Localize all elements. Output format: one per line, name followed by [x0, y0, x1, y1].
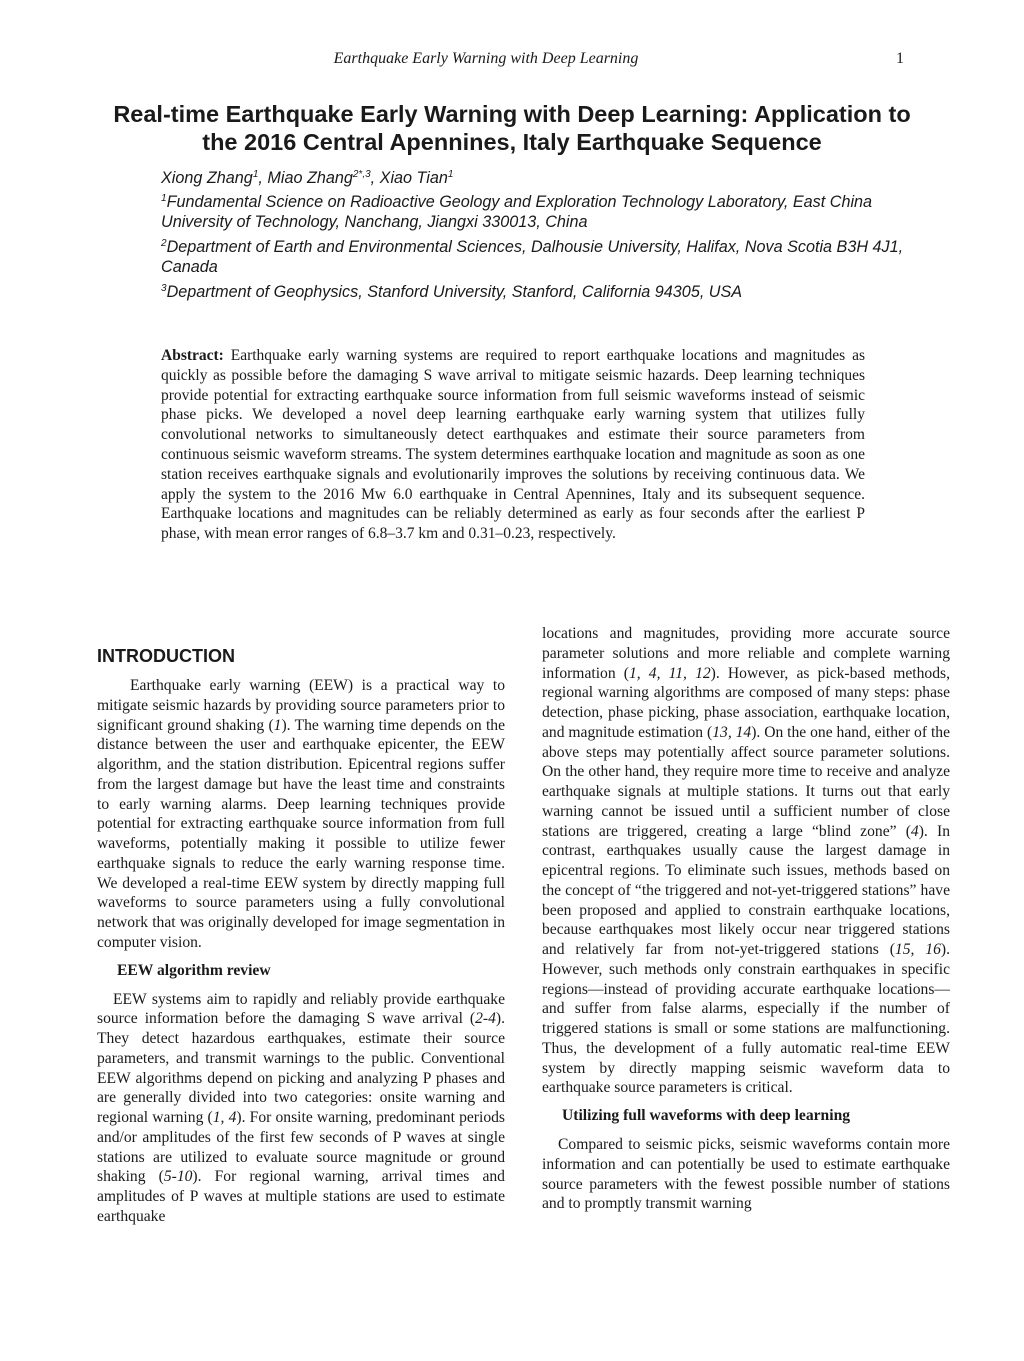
body-column-right [542, 624, 950, 1214]
text-run: ). However, such methods only constrain earthquakes in specific regions—instead of providing accurate earthquake locations—and suffer from false alarms, especially if the number of triggered stations is small or some stations are malfunctioning. Thus, the development of a fully automatic real-time EEW system by directly mapping seismic waveform data to earthquake source parameters is critical. [542, 941, 950, 1097]
text-run: ). However, as pick-based methods, regional warning algorithms are composed of many steps: phase detection, phase picking, phase association, earthquake location, and magnitude estimation ( [542, 664, 950, 741]
citation-ref: 1, 4 [212, 1109, 237, 1126]
paragraph-full-waveforms [542, 1135, 950, 1214]
section-heading-introduction: INTRODUCTION [97, 646, 235, 666]
citation-ref: 15, 16 [894, 941, 941, 958]
title-line-1: Real-time Earthquake Early Warning with Deep Learning: Application to [113, 101, 911, 127]
affiliation-3 [161, 282, 936, 302]
text-run: EEW systems aim to rapidly and reliably provide earthquake source information before the damaging S wave arrival ( [97, 990, 505, 1028]
abstract [161, 346, 865, 544]
running-head [0, 50, 1024, 72]
paragraph-eew-review-2 [542, 624, 950, 1098]
affiliation-text: Fundamental Science on Radioactive Geology and Exploration Technology Laboratory, East China University of Technology, Nanchang, Jiangxi 330013, China [161, 193, 873, 231]
abstract-label: Abstract: [161, 347, 224, 364]
citation-ref: 2-4 [475, 1010, 496, 1028]
citation-ref: 1 [273, 716, 282, 734]
text-run: Earthquake early warning (EEW) is a practical way to mitigate seismic hazards by providing source parameters prior to significant ground shaking ( [97, 677, 505, 734]
page-number: 1 [896, 50, 904, 67]
text-run: Compared to seismic picks, seismic waveforms contain more information and can potentially be used to estimate earthquake source parameters with the fewest possible number of stations and to promptly transmit warning [542, 1136, 950, 1213]
author-separator: , [258, 169, 268, 187]
subsection-heading-full-waveforms: Utilizing full waveforms with deep learning [562, 1107, 851, 1124]
title-line-2: the 2016 Central Apennines, Italy Earthquake Sequence [202, 129, 822, 155]
paper-title [80, 100, 944, 156]
affiliation-text: Department of Geophysics, Stanford University, Stanford, California 94305, USA [166, 283, 743, 301]
affiliation-mark: 1 [161, 193, 167, 204]
author-name: Xiong Zhang [161, 169, 253, 187]
affiliation-text: Department of Earth and Environmental Sciences, Dalhousie University, Halifax, Nova Scotia B3H 4J1, Canada [161, 238, 904, 276]
author-name: Xiao Tian [379, 169, 448, 187]
body-column-left [97, 645, 505, 1227]
text-run: ). For onsite warning, predominant periods and/or amplitudes of the first few seconds of P waves at single stations are utilized to evaluate source magnitude or ground shaking ( [97, 1109, 505, 1186]
subsection-heading-eew-review: EEW algorithm review [117, 961, 271, 979]
paragraph-introduction [97, 676, 505, 953]
affiliation-2 [161, 237, 936, 277]
text-run: ). On the one hand, either of the above steps may potentially affect source parameter solutions. On the other hand, they require more time to receive and analyze earthquake signals at multiple stations. It turns out that early warning cannot be issued until a sufficient number of close stations are triggered, creating a large “blind zone” ( [542, 723, 951, 840]
citation-ref: 4 [910, 822, 919, 840]
citation-ref: 13, 14 [712, 723, 752, 741]
running-head-title: Earthquake Early Warning with Deep Learning [333, 50, 639, 67]
citation-ref: 5-10 [163, 1168, 193, 1186]
text-run: locations and magnitudes, providing more accurate source parameter solutions and more reliable and complete warning information ( [542, 625, 950, 682]
citation-ref: 1, 4, 11, 12 [628, 664, 711, 682]
author-affiliation-mark: 1 [252, 169, 259, 180]
author-affiliation-mark: 2*,3 [352, 169, 371, 180]
text-run: ). For regional warning, arrival times and amplitudes of P waves at multiple stations are used to estimate earthquake [97, 1168, 505, 1225]
author-affiliation-mark: 1 [447, 169, 454, 180]
author-separator: , [370, 169, 380, 187]
affiliation-mark: 2 [161, 238, 167, 249]
author-list [161, 168, 936, 188]
affiliation-mark: 3 [161, 283, 167, 294]
paragraph-eew-review-1 [97, 990, 505, 1227]
affiliation-1 [161, 192, 936, 232]
text-run: ). They detect hazardous earthquakes, estimate their source parameters, and transmit warnings to the public. Conventional EEW algorithms depend on picking and analyzing P phases and are generally divided into two categories: onsite warning and regional warning ( [97, 1010, 505, 1126]
abstract-text: Earthquake early warning systems are required to report earthquake locations and magnitudes as quickly as possible before the damaging S wave arrival to mitigate seismic hazards. Deep learning techniques provide potential for extracting earthquake source information from full seismic waveforms instead of seismic phase picks. We developed a novel deep learning earthquake early warning system that utilizes fully convolutional networks to simultaneously detect earthquakes and estimate their source parameters from continuous seismic waveform streams. The system determines earthquake location and magnitude as soon as one station receives earthquake signals and evolutionarily improves the solutions by receiving continuous data. We apply the system to the 2016 Mw 6.0 earthquake in Central Apennines, Italy and its subsequent sequence. Earthquake locations and magnitudes can be reliably determined as early as four seconds after the earliest P phase, with mean error ranges of 6.8–3.7 km and 0.31–0.23, respectively. [161, 347, 866, 543]
text-run: ). The warning time depends on the distance between the user and earthquake epicenter, the EEW algorithm, and the station distribution. Epicentral regions suffer from the largest damage but have the least time and constraints to early warning alarms. Deep learning techniques provide potential for extracting earthquake source information from full waveforms, potentially making it possible to utilize fewer earthquake signals to reduce the early warning response time. We developed a real-time EEW system by directly mapping full waveforms to source parameters using a fully convolutional network that was originally developed for image segmentation in computer vision. [97, 716, 505, 951]
author-name: Miao Zhang [267, 169, 353, 187]
text-run: ). In contrast, earthquakes usually cause the largest damage in epicentral regions. To eliminate such issues, methods based on the concept of “the triggered and not-yet-triggered stations” have been proposed and applied to constrain earthquake locations, because earthquakes most likely occur near triggered stations and relatively far from not-yet-triggered stations ( [542, 822, 950, 958]
